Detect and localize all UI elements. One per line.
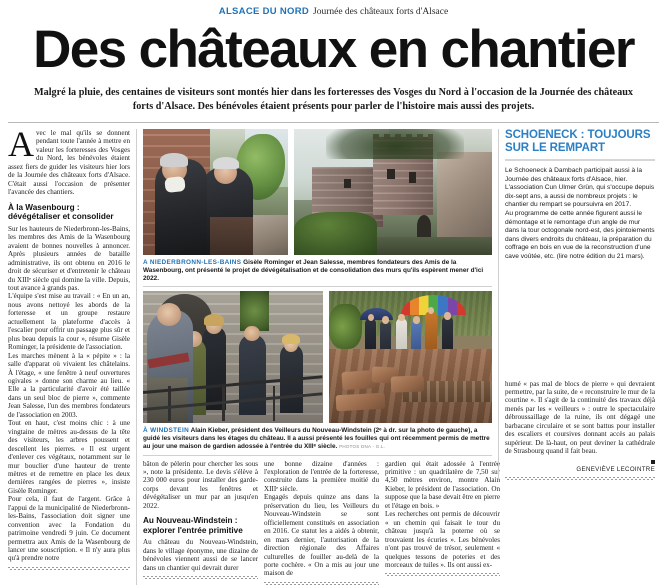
photo-person-woman-scarf bbox=[164, 176, 186, 193]
byline-author: GENEVIÈVE LECOINTRE bbox=[576, 465, 655, 473]
section-subrubric: Journée des châteaux forts d'Alsace bbox=[313, 7, 449, 17]
content-grid bbox=[8, 124, 659, 585]
paragraph: Engagés depuis quinze ans dans la préservation du lieu, les Veilleurs du Nouveau-Windstein se sont officiellement constitués en association en 2016. Ce statut les a aidés à obtenir, en mars dernier, l'autorisation de la direction régionale des Affaires culturelles de fouiller au-delà de la porte cochère. « On a mis au jour une maison de bbox=[264, 493, 379, 578]
photo-castle-window bbox=[409, 172, 416, 183]
photo-visitor bbox=[411, 320, 422, 353]
lede-paragraph: Avec le mal qu'ils se donnent pendant toute l'année à mettre en valeur les forteresses des Vosges du Nord, les bénévoles étaient assez fiers de guider les visiteurs hier lors de la Journée des châteaux forts d'Alsace. C'était aussi l'occasion de présenter l'avancée des chantiers. bbox=[8, 124, 130, 197]
sidebar-body bbox=[505, 167, 655, 262]
caption-divider bbox=[143, 286, 492, 287]
subcolumn-1 bbox=[143, 460, 258, 585]
column-right bbox=[498, 129, 655, 480]
subcolumn-3 bbox=[385, 460, 500, 585]
paragraph: Au château du Nouveau-Windstein, dans le village éponyme, une dizaine de bénévoles viennent aussi de se lancer dans un chantier qui devrait durer bbox=[143, 538, 258, 572]
photo-credit: PHOTOS DNA - G.L. bbox=[339, 444, 386, 450]
lower-subcolumns bbox=[143, 459, 500, 585]
subhead-windstein-line2: explorer l'entrée primitive bbox=[143, 525, 243, 535]
end-mark bbox=[651, 460, 655, 464]
paragraph: une bonne dizaine d'années : l'exploration de l'entrée de la forteresse, construite dans la première moitié du XIIIᵉ siècle. bbox=[264, 459, 379, 493]
subcolumn-2 bbox=[264, 460, 379, 585]
photo-visitor bbox=[380, 320, 391, 353]
photo-sandstone-rock bbox=[437, 152, 492, 240]
paragraph: Au programme de cette année figurent aussi le démontage et le remontage d'un angle de mur dans la tour octogonale nord-est, des jointoiements dans divers endroits du château, la préparation du coffrage en bois en vue de la reconstruction d'une cave voûtée, etc. (lire notre édition du 21 mars). bbox=[505, 209, 655, 260]
article-byline bbox=[505, 459, 655, 473]
photo-visitor bbox=[365, 318, 376, 352]
caption-niederbronn bbox=[143, 259, 492, 283]
subhead-wasenbourg-line2: dévégétaliser et consolider bbox=[8, 212, 114, 222]
caption-place-label: A NIEDERBRONN-LES-BAINS bbox=[143, 259, 242, 266]
photo-person-woman-hair bbox=[160, 153, 188, 167]
paragraph: Pour cela, il faut de l'argent. Grâce à l'appui de la municipalité de Niederbronn-les-Bains, l'association doit signer une convention avec la Fondation du patrimoine vendredi 9 juin. Ce document permettra aux Amis de la Wasenbourg de lancer une souscription. « Il n'y aura plus qu'à prendre notre bbox=[8, 495, 130, 563]
photo-stone-block bbox=[335, 393, 385, 411]
column-left bbox=[8, 124, 136, 570]
photo-wasenbourg-ruin bbox=[294, 129, 492, 255]
photo-visitor-head bbox=[382, 316, 389, 323]
photo-visitor bbox=[396, 318, 407, 354]
photo-visitor-head bbox=[398, 314, 405, 321]
paragraph: Le Schoeneck à Dambach participait aussi à la Journée des châteaux forts d'Alsace, hier. bbox=[505, 167, 643, 183]
sidebar-title-line2: SUR LE REMPART bbox=[505, 142, 605, 154]
photo-stone-block bbox=[391, 375, 424, 392]
sidebar-spacer bbox=[505, 262, 655, 380]
paragraph: L'association Cun Ulmer Grün, qui s'occupe depuis dix-sept ans, a aussi de nombreux projets : le chantier du rempart se poursuivra en 2017. bbox=[505, 184, 655, 209]
subhead-wasenbourg-line1: À la Wasenbourg : bbox=[8, 202, 80, 212]
photo-visitor-hair bbox=[282, 334, 300, 345]
caption-place-label: À WINDSTEIN bbox=[143, 427, 190, 435]
subhead-wasenbourg bbox=[8, 203, 130, 222]
subhead-windstein-line1: Au Nouveau-Windstein : bbox=[143, 516, 238, 526]
photo-row-top bbox=[143, 129, 492, 255]
article-body-left bbox=[8, 124, 130, 563]
photo-visitor-head bbox=[444, 312, 451, 319]
header-divider bbox=[8, 122, 659, 123]
photo-visitor bbox=[425, 311, 436, 351]
column-bottom-separator bbox=[8, 567, 130, 570]
caption-windstein bbox=[143, 427, 492, 451]
kicker bbox=[8, 0, 659, 20]
caption-divider bbox=[143, 455, 492, 456]
photo-guide-head bbox=[157, 303, 180, 325]
subhead-windstein bbox=[143, 516, 258, 535]
column-bottom-separator bbox=[385, 573, 500, 576]
photo-visitor-hair bbox=[204, 314, 224, 326]
photo-windstein-excavation bbox=[329, 291, 492, 423]
photo-person-man-legs bbox=[210, 217, 254, 255]
sidebar-title bbox=[505, 129, 655, 155]
paragraph: Les marches mènent à la « pépite » : la salle d'apparat où vivaient les châtelains. À l'étage, « une fenêtre à neuf ouvertures ogivales » donne son charme au lieu. « Elle a la particularité d'avoir été taillée dans un seul bloc de pierre », commente Jean Salesse, l'un des membres fondateurs de l'association en 2003. bbox=[8, 351, 130, 419]
photo-tree-canopy bbox=[326, 129, 465, 159]
column-bottom-separator bbox=[264, 582, 379, 585]
paragraph: Tout en haut, c'est moins chic : à une vingtaine de mètres au-dessus de la tête des visiteurs, les arbres poussent et descellent les pierres. « Il est urgent d'enlever ces végétaux, notamment sur le mur bouclier d'une hauteur de trente mètres et de remettre en place les deux dernières rangées de pierres », insiste Gisèle Rominger. bbox=[8, 419, 130, 495]
article-body-right-tail bbox=[505, 380, 655, 456]
caption-text: Gisèle Rominger et Jean Salesse, membres fondateurs des Amis de la Wasenbourg, ont présenté le projet de dévégétalisation et de consolidation des murs qu'ils espèrent mener d'ici 2022. bbox=[143, 259, 484, 283]
paragraph: Les recherches ont permis de découvrir « un chemin qui faisait le tour du château jusqu'à la poterne où se trouvaient les écuries ». Les bénévoles n'ont pas trouvé de trésor, seulement « quelques tessons de poteries et des morceaux de tuiles ». Ils ont aussi ex- bbox=[385, 510, 500, 569]
photo-foliage bbox=[240, 291, 269, 331]
paragraph: Sur les hauteurs de Niederbronn-les-Bains, les membres des Amis de la Wasenbourg avaient de bonnes nouvelles à annoncer. Après plusieurs années de bataille administrative, ils ont obtenu en 2016 le droit de sécuriser et d'entretenir le château du XIIIᵉ siècle qui domine la ville. Depuis, tout avance à grands pas. bbox=[8, 224, 130, 292]
photo-bush bbox=[329, 304, 362, 349]
sidebar-divider bbox=[505, 159, 655, 161]
column-bottom-separator bbox=[143, 576, 258, 579]
section-rubric: ALSACE DU NORD bbox=[218, 6, 310, 17]
photo-visitor-head bbox=[368, 314, 375, 321]
paragraph: gardien qui était adossée à l'entrée primitive : un quadrilatère de 7,50 sur 4,50 mètres environ, montre Alain Kieber, le président de l'association. On suppose que la base devait être en pierre et l'étage en bois. » bbox=[385, 459, 500, 510]
paragraph: humé « pas mal de blocs de pierre » qui devraient permettre, par la suite, de « reconstruire le mur de la courtine ». Il s'agit de la continuité des travaux déjà menés par les « veilleurs » : outre le spectaculaire débroussaillage de la ruine, ils ont dégagé une barbacane circulaire et se sont battus pour installer des escaliers et coursives donnant accès au palais supérieur. De là-haut, on peut deviner la cathédrale de Strasbourg quand il fait beau. bbox=[505, 379, 655, 456]
photo-visitor bbox=[442, 316, 453, 352]
photo-railing-post bbox=[273, 386, 276, 420]
photo-visitor bbox=[239, 334, 266, 416]
photo-castle-window bbox=[387, 169, 395, 179]
page-title: Des châteaux en chantier bbox=[33, 20, 634, 79]
photo-rominger-salesse bbox=[143, 129, 288, 255]
photo-bush bbox=[294, 212, 377, 255]
caption-text: Alain Kieber, président des Veilleurs du Nouveau-Windstein (2ᵉ à dr. sur la photo de gauche), a guidé les visiteurs dans les étages du château. Il a aussi présenté les fouilles qui ont récemment permis de mettre au jour une maison de gardien adossée à l'entrée du XIIIᵉ siècle. bbox=[143, 427, 490, 451]
paragraph: bâton de pèlerin pour chercher les sous », note la présidente. Le devis s'élève à 230 000 euros pour installer des garde-corps devant les fenêtres et dévégétaliser un mur par an jusqu'en 2022. bbox=[143, 459, 258, 510]
photo-person-man-hair bbox=[213, 157, 239, 170]
column-bottom-separator bbox=[505, 477, 655, 480]
sidebar-title-line1: SCHOENECK : TOUJOURS bbox=[505, 129, 651, 141]
photo-castle-window bbox=[344, 179, 352, 188]
standfirst: Malgré la pluie, des centaines de visiteurs sont montés hier dans les forteresses des Vosges du Nord à l'occasion de la Journée des châteaux forts d'Alsace. Des bénévoles étaient présents pour parler de l'histoire mais aussi des projets. bbox=[34, 87, 633, 112]
photo-row-bottom bbox=[143, 291, 492, 423]
photo-visitor-head bbox=[413, 316, 420, 323]
paragraph: L'équipe s'est mise au travail : « En un an, nous avons nettoyé les abords de la forteresse et un groupe restaure actuellement la plateforme d'accès à l'escalier pour offrir un passage plus sûr et plus beau depuis la cour », résume Gisèle Rominger, la présidente de l'association. bbox=[8, 292, 130, 352]
photo-windstein-visitors bbox=[143, 291, 323, 423]
column-center bbox=[136, 129, 498, 585]
